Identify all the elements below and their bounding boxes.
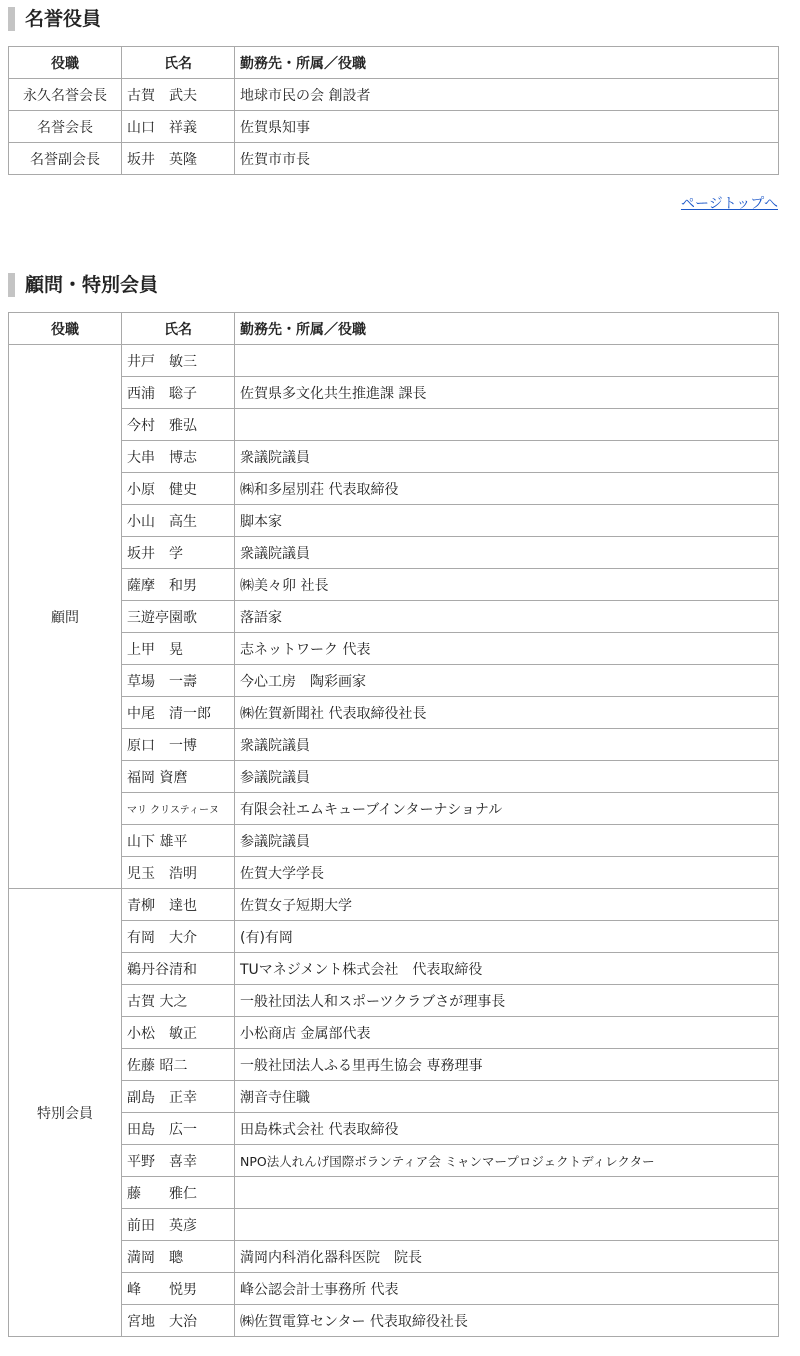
group-role-cell: 特別会員 [9,889,122,1337]
table-header-row [9,47,779,79]
name-cell: 児玉 浩明 [122,857,235,889]
name-cell: 古賀 武夫 [122,79,235,111]
affiliation-cell: TUマネジメント株式会社 代表取締役 [235,953,779,985]
affiliation-cell: 佐賀女子短期大学 [235,889,779,921]
name-cell: 古賀 大之 [122,985,235,1017]
affiliation-cell: 潮音寺住職 [235,1081,779,1113]
name-cell: 峰 悦男 [122,1273,235,1305]
table-row [9,1113,779,1145]
affiliation-cell: 佐賀大学学長 [235,857,779,889]
affiliation-cell: 一般社団法人ふる里再生協会 専務理事 [235,1049,779,1081]
affiliation-cell [235,409,779,441]
section-title-honorary: 名誉役員 [8,6,101,32]
name-cell: マリ クリスティーヌ [122,793,235,825]
name-cell: 草場 一壽 [122,665,235,697]
table-row [9,1145,779,1177]
table-row [9,953,779,985]
name-cell: 西浦 聡子 [122,377,235,409]
name-cell: 鵜丹谷清和 [122,953,235,985]
table-row [9,825,779,857]
table-row [9,473,779,505]
affiliation-cell: 参議院議員 [235,761,779,793]
affiliation-cell: (有)有岡 [235,921,779,953]
table-row [9,1081,779,1113]
table-row [9,697,779,729]
affiliation-cell [235,1209,779,1241]
table-row [9,761,779,793]
affiliation-cell: 衆議院議員 [235,729,779,761]
affiliation-cell [235,345,779,377]
affiliation-cell: ㈱佐賀電算センター 代表取締役社長 [235,1305,779,1337]
name-cell: 原口 一博 [122,729,235,761]
role-cell: 名誉会長 [9,111,122,143]
table-row [9,111,779,143]
table-row [9,1049,779,1081]
advisors-table-body [9,345,779,1337]
honorary-table-body [9,79,779,175]
name-cell: 小松 敏正 [122,1017,235,1049]
name-cell: 藤 雅仁 [122,1177,235,1209]
header-affiliation: 勤務先・所属／役職 [235,313,779,345]
affiliation-cell: 一般社団法人和スポーツクラブさが理事長 [235,985,779,1017]
name-cell: 小原 健史 [122,473,235,505]
name-cell: 三遊亭園歌 [122,601,235,633]
name-cell: 今村 雅弘 [122,409,235,441]
header-name: 氏名 [122,313,235,345]
name-cell: 中尾 清一郎 [122,697,235,729]
table-row [9,537,779,569]
table-row [9,377,779,409]
affiliation-cell: 有限会社エムキューブインターナショナル [235,793,779,825]
advisors-table [8,312,779,1337]
affiliation-cell: 志ネットワーク 代表 [235,633,779,665]
name-cell: 山口 祥義 [122,111,235,143]
name-cell: 坂井 英隆 [122,143,235,175]
name-cell: 青柳 達也 [122,889,235,921]
affiliation-cell: 田島株式会社 代表取締役 [235,1113,779,1145]
affiliation-cell: 脚本家 [235,505,779,537]
name-cell: 平野 喜幸 [122,1145,235,1177]
page-top-link[interactable]: ページトップへ [680,196,778,212]
affiliation-cell: 佐賀市市長 [235,143,779,175]
name-cell: 坂井 学 [122,537,235,569]
table-row [9,1017,779,1049]
header-affiliation: 勤務先・所属／役職 [235,47,779,79]
affiliation-cell: 衆議院議員 [235,441,779,473]
role-cell: 名誉副会長 [9,143,122,175]
affiliation-cell: 衆議院議員 [235,537,779,569]
affiliation-cell: 佐賀県知事 [235,111,779,143]
header-role: 役職 [9,313,122,345]
table-row [9,1209,779,1241]
name-cell: 薩摩 和男 [122,569,235,601]
name-cell: 佐藤 昭二 [122,1049,235,1081]
name-cell: 福岡 資麿 [122,761,235,793]
table-row [9,793,779,825]
name-cell: 宮地 大治 [122,1305,235,1337]
affiliation-cell: ㈱美々卯 社長 [235,569,779,601]
name-cell: 田島 広一 [122,1113,235,1145]
table-row [9,857,779,889]
role-cell: 永久名誉会長 [9,79,122,111]
affiliation-cell: 満岡内科消化器科医院 院長 [235,1241,779,1273]
affiliation-cell: 小松商店 金属部代表 [235,1017,779,1049]
affiliation-cell: 参議院議員 [235,825,779,857]
affiliation-cell: 峰公認会計士事務所 代表 [235,1273,779,1305]
honorary-table [8,46,779,175]
affiliation-cell: ㈱佐賀新聞社 代表取締役社長 [235,697,779,729]
affiliation-cell: NPO法人れんげ国際ボランティア会 ミャンマープロジェクトディレクター [235,1145,779,1177]
table-row [9,441,779,473]
affiliation-cell: 佐賀県多文化共生推進課 課長 [235,377,779,409]
affiliation-cell: 落語家 [235,601,779,633]
name-cell: 井戸 敏三 [122,345,235,377]
table-row [9,729,779,761]
affiliation-cell: ㈱和多屋別荘 代表取締役 [235,473,779,505]
table-row [9,505,779,537]
group-role-cell: 顧問 [9,345,122,889]
name-cell: 満岡 聰 [122,1241,235,1273]
affiliation-cell: 地球市民の会 創設者 [235,79,779,111]
header-name: 氏名 [122,47,235,79]
name-cell: 前田 英彦 [122,1209,235,1241]
table-row [9,143,779,175]
name-cell: 山下 雄平 [122,825,235,857]
affiliation-cell [235,1177,779,1209]
table-row [9,79,779,111]
table-row [9,889,779,921]
name-cell: 副島 正幸 [122,1081,235,1113]
table-row [9,409,779,441]
table-row [9,1273,779,1305]
table-row [9,985,779,1017]
table-row [9,1305,779,1337]
name-cell: 有岡 大介 [122,921,235,953]
table-header-row [9,313,779,345]
table-row [9,921,779,953]
table-row [9,569,779,601]
section-title-advisors: 顧問・特別会員 [8,272,158,298]
table-row [9,665,779,697]
header-role: 役職 [9,47,122,79]
table-row [9,633,779,665]
table-row [9,1177,779,1209]
affiliation-cell: 今心工房 陶彩画家 [235,665,779,697]
name-cell: 大串 博志 [122,441,235,473]
name-cell: 小山 高生 [122,505,235,537]
table-row [9,1241,779,1273]
table-row [9,345,779,377]
name-cell: 上甲 晃 [122,633,235,665]
table-row [9,601,779,633]
